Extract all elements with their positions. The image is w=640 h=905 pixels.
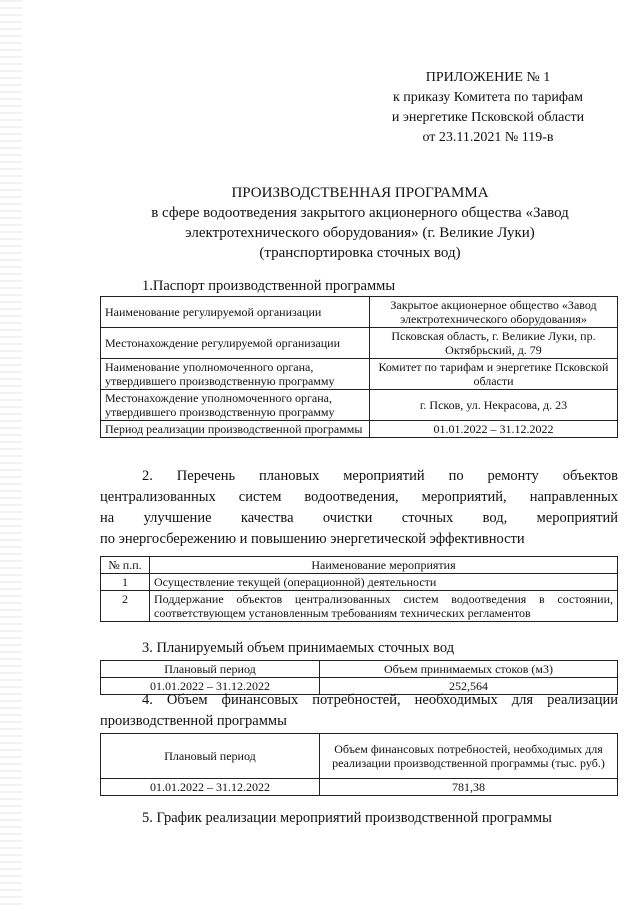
title-sub-3: (транспортировка сточных вод) (259, 245, 461, 261)
passport-value: Комитет по тарифам и энергетике Псковской области (370, 359, 618, 390)
measures-num: 1 (101, 574, 150, 591)
appendix-order-line: к приказу Комитета по тарифам (392, 90, 584, 105)
section2-line-4: по энергосбережению и повышению энергетической эффективности (100, 531, 525, 547)
finance-table (100, 733, 618, 796)
finance-col-period: Плановый период (101, 734, 320, 779)
finance-col-need: Объем финансовых потребностей, необходимых для реализации производственной программы (тыс. руб.) (320, 734, 618, 779)
passport-label: Местонахождение регулируемой организации (101, 328, 370, 359)
title-sub-2: электротехнического оборудования» (г. Великие Луки) (185, 225, 535, 241)
measures-name: Поддержание объектов централизованных систем водоотведения в состоянии, соответствующем установленным требованиям технических регламентов (150, 591, 618, 622)
passport-row (101, 297, 618, 328)
title-main: ПРОИЗВОДСТВЕННАЯ ПРОГРАММА (231, 185, 489, 201)
passport-label: Местонахождение уполномоченного органа, утвердившего производственную программу (101, 390, 370, 421)
appendix-committee-line: и энергетике Псковской области (391, 110, 585, 125)
passport-row (101, 421, 618, 438)
measures-name: Осуществление текущей (операционной) деятельности (150, 574, 618, 591)
section4-line-2: производственной программы (100, 713, 287, 729)
measures-row (101, 591, 618, 622)
appendix-header (378, 68, 598, 148)
document-title (100, 183, 620, 263)
measures-col-name: Наименование мероприятия (150, 557, 618, 574)
passport-label: Период реализации производственной программы (101, 421, 370, 438)
passport-row (101, 359, 618, 390)
volume-col-period: Плановый период (101, 661, 320, 678)
scan-edge-artifact (0, 0, 22, 905)
passport-value: Закрытое акционерное общество «Завод электротехнического оборудования» (370, 297, 618, 328)
volume-value: 252,564 (320, 678, 618, 695)
passport-label: Наименование уполномоченного органа, утвердившего производственную программу (101, 359, 370, 390)
measures-num: 2 (101, 591, 150, 622)
passport-table (100, 296, 618, 438)
passport-value: Псковская область, г. Великие Луки, пр. Октябрьский, д. 79 (370, 328, 618, 359)
section2-heading (100, 466, 618, 550)
measures-col-num: № п.п. (101, 557, 150, 574)
volume-header-row (101, 661, 618, 678)
section4-heading (100, 690, 618, 732)
volume-period: 01.01.2022 – 31.12.2022 (101, 678, 320, 695)
finance-value: 781,38 (320, 779, 618, 796)
section3-heading: 3. Планируемый объем принимаемых сточных вод (142, 640, 455, 656)
section2-line-3: на улучшение качества очистки сточных вод, мероприятий (100, 510, 618, 526)
volume-col-volume: Объем принимаемых стоков (м3) (320, 661, 618, 678)
section2-line-2: централизованных систем водоотведения, мероприятий, направленных (100, 489, 618, 505)
measures-row (101, 574, 618, 591)
section4-line-1: 4. Объем финансовых потребностей, необходимых для реализации (142, 692, 618, 708)
section5-heading: 5. График реализации мероприятий производственной программы (142, 810, 552, 826)
passport-label: Наименование регулируемой организации (101, 297, 370, 328)
passport-row (101, 390, 618, 421)
finance-row (101, 779, 618, 796)
passport-value: 01.01.2022 – 31.12.2022 (370, 421, 618, 438)
appendix-number: ПРИЛОЖЕНИЕ № 1 (425, 70, 551, 85)
passport-row (101, 328, 618, 359)
measures-header-row (101, 557, 618, 574)
finance-header-row (101, 734, 618, 779)
section2-line-1: 2. Перечень плановых мероприятий по ремонту объектов (142, 468, 618, 484)
appendix-date-line: от 23.11.2021 № 119-в (422, 130, 554, 145)
section1-heading: 1.Паспорт производственной программы (142, 278, 396, 294)
title-sub-1: в сфере водоотведения закрытого акционерного общества «Завод (151, 205, 569, 221)
measures-table (100, 556, 618, 622)
finance-period: 01.01.2022 – 31.12.2022 (101, 779, 320, 796)
passport-value: г. Псков, ул. Некрасова, д. 23 (370, 390, 618, 421)
